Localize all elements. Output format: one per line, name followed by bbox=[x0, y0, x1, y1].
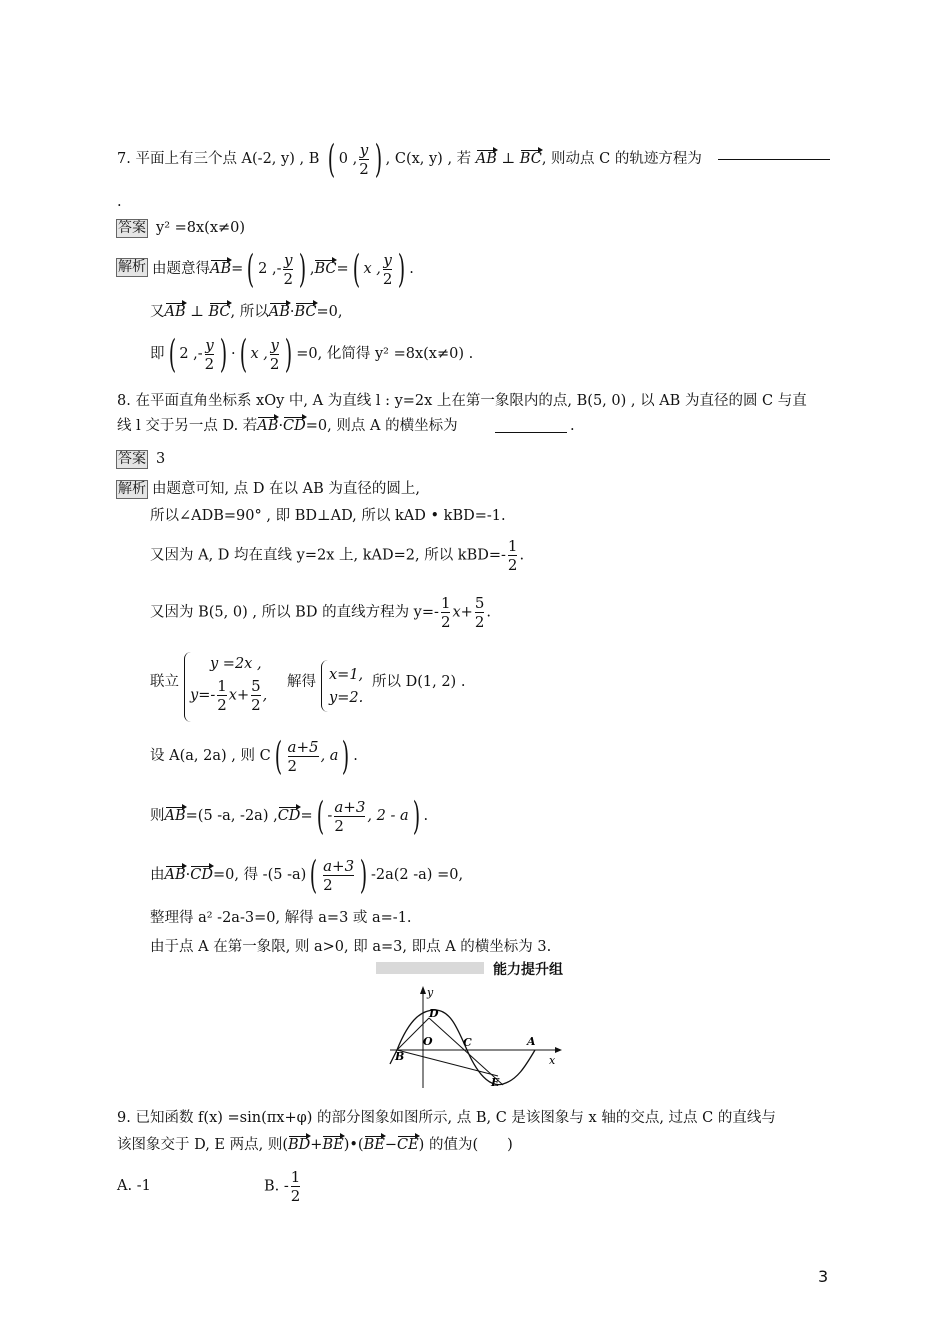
q7-prefix: 7. 平面上有三个点 A(-2, y) , B bbox=[117, 151, 320, 167]
fraction bbox=[205, 336, 215, 373]
q7-analysis-line1 bbox=[152, 247, 414, 291]
text: =0, 化简得 y² =8x(x≠0) . bbox=[296, 346, 474, 362]
paren-open: ( bbox=[352, 247, 360, 291]
option-a: A. -1 bbox=[117, 1178, 151, 1194]
q7-answer-text: y² =8x(x≠0) bbox=[156, 220, 246, 236]
label-b: B bbox=[395, 1050, 405, 1063]
analysis-tag: 解析 bbox=[118, 259, 146, 275]
vector-cd: CD bbox=[283, 418, 306, 434]
text: , 所以 bbox=[230, 304, 269, 320]
minus: − bbox=[384, 1137, 397, 1153]
q7-b-coord: 0 , bbox=[338, 151, 358, 167]
plus: + bbox=[310, 1137, 323, 1153]
vector-cd: CD bbox=[277, 808, 301, 824]
text: -2a(2 -a) =0, bbox=[371, 867, 464, 883]
q7-b-fraction bbox=[359, 141, 369, 178]
frac-num: y bbox=[383, 250, 392, 269]
label-x: x bbox=[549, 1054, 556, 1067]
paren-close: ) bbox=[285, 332, 293, 376]
dot-symbol: · bbox=[289, 304, 295, 320]
q8-answer-text: 3 bbox=[156, 451, 166, 467]
text: 又因为 A, D 均在直线 y=2x 上, kAD=2, 所以 kBD=- bbox=[150, 547, 506, 564]
fraction bbox=[270, 336, 280, 373]
q8-answer-blank bbox=[495, 431, 567, 433]
vector-ab: AB bbox=[268, 304, 290, 320]
period: . bbox=[353, 748, 358, 764]
vector-bd: BD bbox=[288, 1137, 311, 1153]
coord: 2 ,- bbox=[258, 261, 282, 277]
segment-be bbox=[397, 1050, 498, 1076]
vector-ab: AB bbox=[210, 261, 232, 277]
fraction bbox=[217, 677, 227, 714]
text: x+ bbox=[452, 604, 473, 621]
period: . bbox=[519, 547, 525, 564]
frac-num: 1 bbox=[217, 677, 227, 695]
q8-analysis-line3 bbox=[150, 537, 524, 574]
perp-symbol: ⊥ bbox=[496, 151, 520, 167]
paren-open: ( bbox=[316, 794, 324, 838]
q7-answer-blank bbox=[718, 158, 830, 160]
fraction bbox=[334, 798, 365, 835]
text: =0, 则点 A 的横坐标为 bbox=[305, 418, 458, 434]
text: 即 bbox=[150, 346, 165, 362]
frac-num: a+3 bbox=[334, 797, 366, 816]
fraction bbox=[441, 594, 451, 631]
text: 则 bbox=[150, 808, 165, 824]
q8-line1: 8. 在平面直角坐标系 xOy 中, A 为直线 l : y=2x 上在第一象限内的点, B(5, 0) , 以 AB 为直径的圆 C 与直 bbox=[117, 393, 807, 409]
frac-den: 2 bbox=[283, 269, 294, 288]
frac-num: a+5 bbox=[287, 737, 319, 756]
frac-den: 2 bbox=[288, 756, 319, 775]
text: 又因为 B(5, 0) , 所以 BD 的直线方程为 y=- bbox=[150, 604, 439, 621]
line-de bbox=[429, 1018, 503, 1085]
frac-num: y bbox=[359, 140, 369, 159]
frac-num: 5 bbox=[474, 594, 485, 612]
text: 线 l 交于另一点 D. 若 bbox=[117, 418, 258, 434]
label-c: C bbox=[463, 1036, 472, 1049]
frac-den: 2 bbox=[507, 556, 518, 574]
frac-den: 2 bbox=[269, 354, 280, 373]
q8-analysis-line6 bbox=[150, 734, 358, 778]
q7-dot: . bbox=[117, 194, 122, 210]
frac-den: 2 bbox=[204, 354, 215, 373]
vector-ab: AB bbox=[164, 867, 186, 883]
vector-bc: BC bbox=[294, 304, 317, 320]
text: B. - bbox=[264, 1178, 289, 1195]
label-y: y bbox=[427, 986, 434, 999]
q8-analysis-line10: 由于点 A 在第一象限, 则 a>0, 即 a=3, 即点 A 的横坐标为 3. bbox=[150, 939, 552, 955]
paren-open: ( bbox=[247, 247, 255, 291]
paren-open: ( bbox=[239, 332, 247, 376]
paren-close: ) bbox=[374, 137, 382, 181]
text: y=- bbox=[190, 687, 216, 704]
q7-c-part: , C(x, y) , 若 bbox=[385, 151, 472, 167]
frac-num: 5 bbox=[251, 677, 261, 695]
text: 所以 D(1, 2) . bbox=[372, 674, 466, 690]
text: =0, bbox=[316, 304, 343, 320]
q8-analysis-line1: 由题意可知, 点 D 在以 AB 为直径的圆上, bbox=[152, 481, 421, 497]
text: 该图象交于 D, E 两点, 则( bbox=[117, 1137, 289, 1153]
fraction bbox=[291, 1168, 301, 1205]
paren-close: ) bbox=[342, 734, 350, 778]
analysis-tag: 解析 bbox=[118, 481, 146, 497]
frac-num: a+3 bbox=[323, 856, 355, 875]
paren-open: ( bbox=[309, 853, 318, 897]
vector-ab: AB bbox=[475, 151, 497, 167]
frac-den: 2 bbox=[440, 613, 451, 631]
paren-close: ) bbox=[412, 794, 420, 838]
frac-den: 2 bbox=[359, 159, 369, 178]
frac-num: 1 bbox=[290, 1168, 301, 1186]
system-brace bbox=[321, 660, 328, 712]
sine-figure bbox=[385, 982, 565, 1090]
vector-bc: BC bbox=[519, 151, 542, 167]
text: , a bbox=[320, 748, 339, 764]
frac-den: 2 bbox=[251, 696, 261, 714]
paren-open: ( bbox=[168, 332, 176, 376]
fraction bbox=[383, 251, 393, 288]
frac-den: 2 bbox=[382, 269, 393, 288]
q8-line2 bbox=[117, 416, 458, 436]
text: 设 A(a, 2a) , 则 C bbox=[150, 748, 271, 764]
label-e: E bbox=[491, 1076, 500, 1089]
frac-den: 2 bbox=[474, 613, 485, 631]
equals: = bbox=[336, 261, 349, 277]
vector-be: BE bbox=[322, 1137, 344, 1153]
fraction bbox=[288, 738, 319, 775]
vector-ce: CE bbox=[396, 1137, 419, 1153]
vector-be: BE bbox=[363, 1137, 385, 1153]
answer-tag: 答案 bbox=[118, 451, 146, 467]
q8-analysis-line7 bbox=[150, 794, 429, 838]
vector-bc: BC bbox=[314, 261, 337, 277]
text: =(5 -a, -2a) , bbox=[185, 808, 278, 824]
x-axis-arrow-icon bbox=[555, 1047, 562, 1053]
frac-den: 2 bbox=[217, 696, 227, 714]
text: 联立 bbox=[150, 674, 179, 690]
q9-line1: 9. 已知函数 f(x) =sin(πx+φ) 的部分图象如图所示, 点 B, C 是该图象与 x 轴的交点, 过点 C 的直线与 bbox=[117, 1110, 776, 1126]
frac-num: y bbox=[205, 335, 214, 354]
q8-analysis-line8 bbox=[150, 853, 464, 897]
frac-num: y bbox=[284, 250, 293, 269]
fraction bbox=[475, 594, 485, 631]
label-o: O bbox=[423, 1035, 433, 1048]
q7-line bbox=[117, 137, 702, 181]
text: 解得 bbox=[287, 674, 316, 690]
y-axis-arrow-icon bbox=[420, 986, 426, 994]
text: x+ bbox=[228, 687, 250, 704]
fraction bbox=[323, 857, 354, 894]
q8-analysis-line9: 整理得 a² -2a-3=0, 解得 a=3 或 a=-1. bbox=[150, 910, 412, 926]
dot-symbol: · bbox=[278, 418, 284, 434]
text: 由 bbox=[150, 867, 165, 883]
q9-line2 bbox=[117, 1135, 513, 1155]
q7-analysis-line3 bbox=[150, 332, 474, 376]
fraction bbox=[251, 677, 261, 714]
comma: , bbox=[309, 261, 315, 277]
paren-close: ) bbox=[398, 247, 406, 291]
text: - bbox=[327, 808, 333, 824]
section-title: 能力提升组 bbox=[493, 962, 563, 978]
answer-tag: 答案 bbox=[118, 220, 146, 236]
system-row: x=1, bbox=[329, 667, 364, 683]
equals: = bbox=[231, 261, 244, 277]
option-b bbox=[264, 1168, 302, 1205]
q8-analysis-line4 bbox=[150, 594, 491, 631]
q7-analysis-line2 bbox=[150, 302, 343, 322]
text: ) 的值为( ) bbox=[418, 1137, 513, 1153]
perp-symbol: ⊥ bbox=[185, 304, 209, 320]
text: 由题意得 bbox=[152, 261, 210, 277]
coord: x , bbox=[250, 346, 268, 362]
section-header-bar bbox=[376, 962, 484, 974]
frac-den: 2 bbox=[290, 1187, 301, 1205]
text: =0, 得 -(5 -a) bbox=[212, 867, 307, 883]
q7-suffix: , 则动点 C 的轨迹方程为 bbox=[541, 151, 702, 167]
vector-ab: AB bbox=[257, 418, 279, 434]
paren-close: ) bbox=[298, 247, 307, 291]
text: 又 bbox=[150, 304, 165, 320]
dot-symbol: · bbox=[185, 867, 191, 883]
page-number: 3 bbox=[818, 1267, 829, 1286]
frac-den: 2 bbox=[334, 816, 365, 835]
fraction bbox=[508, 537, 518, 574]
period: . bbox=[570, 418, 575, 434]
period: . bbox=[409, 261, 414, 277]
text: , 2 - a bbox=[367, 808, 409, 824]
vector-ab: AB bbox=[164, 808, 186, 824]
coord: x , bbox=[363, 261, 381, 277]
label-a: A bbox=[527, 1035, 536, 1048]
paren-open: ( bbox=[274, 734, 282, 778]
system-row: y=2. bbox=[329, 690, 364, 706]
equals: = bbox=[300, 808, 313, 824]
text: , bbox=[262, 687, 268, 704]
system-row bbox=[190, 677, 267, 714]
system-row: y =2x , bbox=[210, 656, 262, 672]
frac-den: 2 bbox=[323, 875, 354, 894]
vector-ab: AB bbox=[164, 304, 186, 320]
period: . bbox=[486, 604, 491, 621]
dot-symbol: · bbox=[231, 346, 236, 362]
vector-bc: BC bbox=[208, 304, 231, 320]
paren-open: ( bbox=[327, 137, 336, 181]
period: . bbox=[423, 808, 429, 824]
label-d: D bbox=[429, 1007, 439, 1020]
paren-close: ) bbox=[219, 332, 228, 376]
frac-num: 1 bbox=[440, 594, 451, 612]
text: )•( bbox=[343, 1137, 364, 1153]
coord: 2 ,- bbox=[179, 346, 203, 362]
q8-analysis-line2: 所以∠ADB=90° , 即 BD⊥AD, 所以 kAD • kBD=-1. bbox=[150, 508, 506, 524]
paren-close: ) bbox=[359, 853, 368, 897]
fraction bbox=[283, 251, 293, 288]
vector-cd: CD bbox=[190, 867, 213, 883]
frac-num: 1 bbox=[507, 537, 518, 555]
frac-num: y bbox=[270, 335, 279, 354]
